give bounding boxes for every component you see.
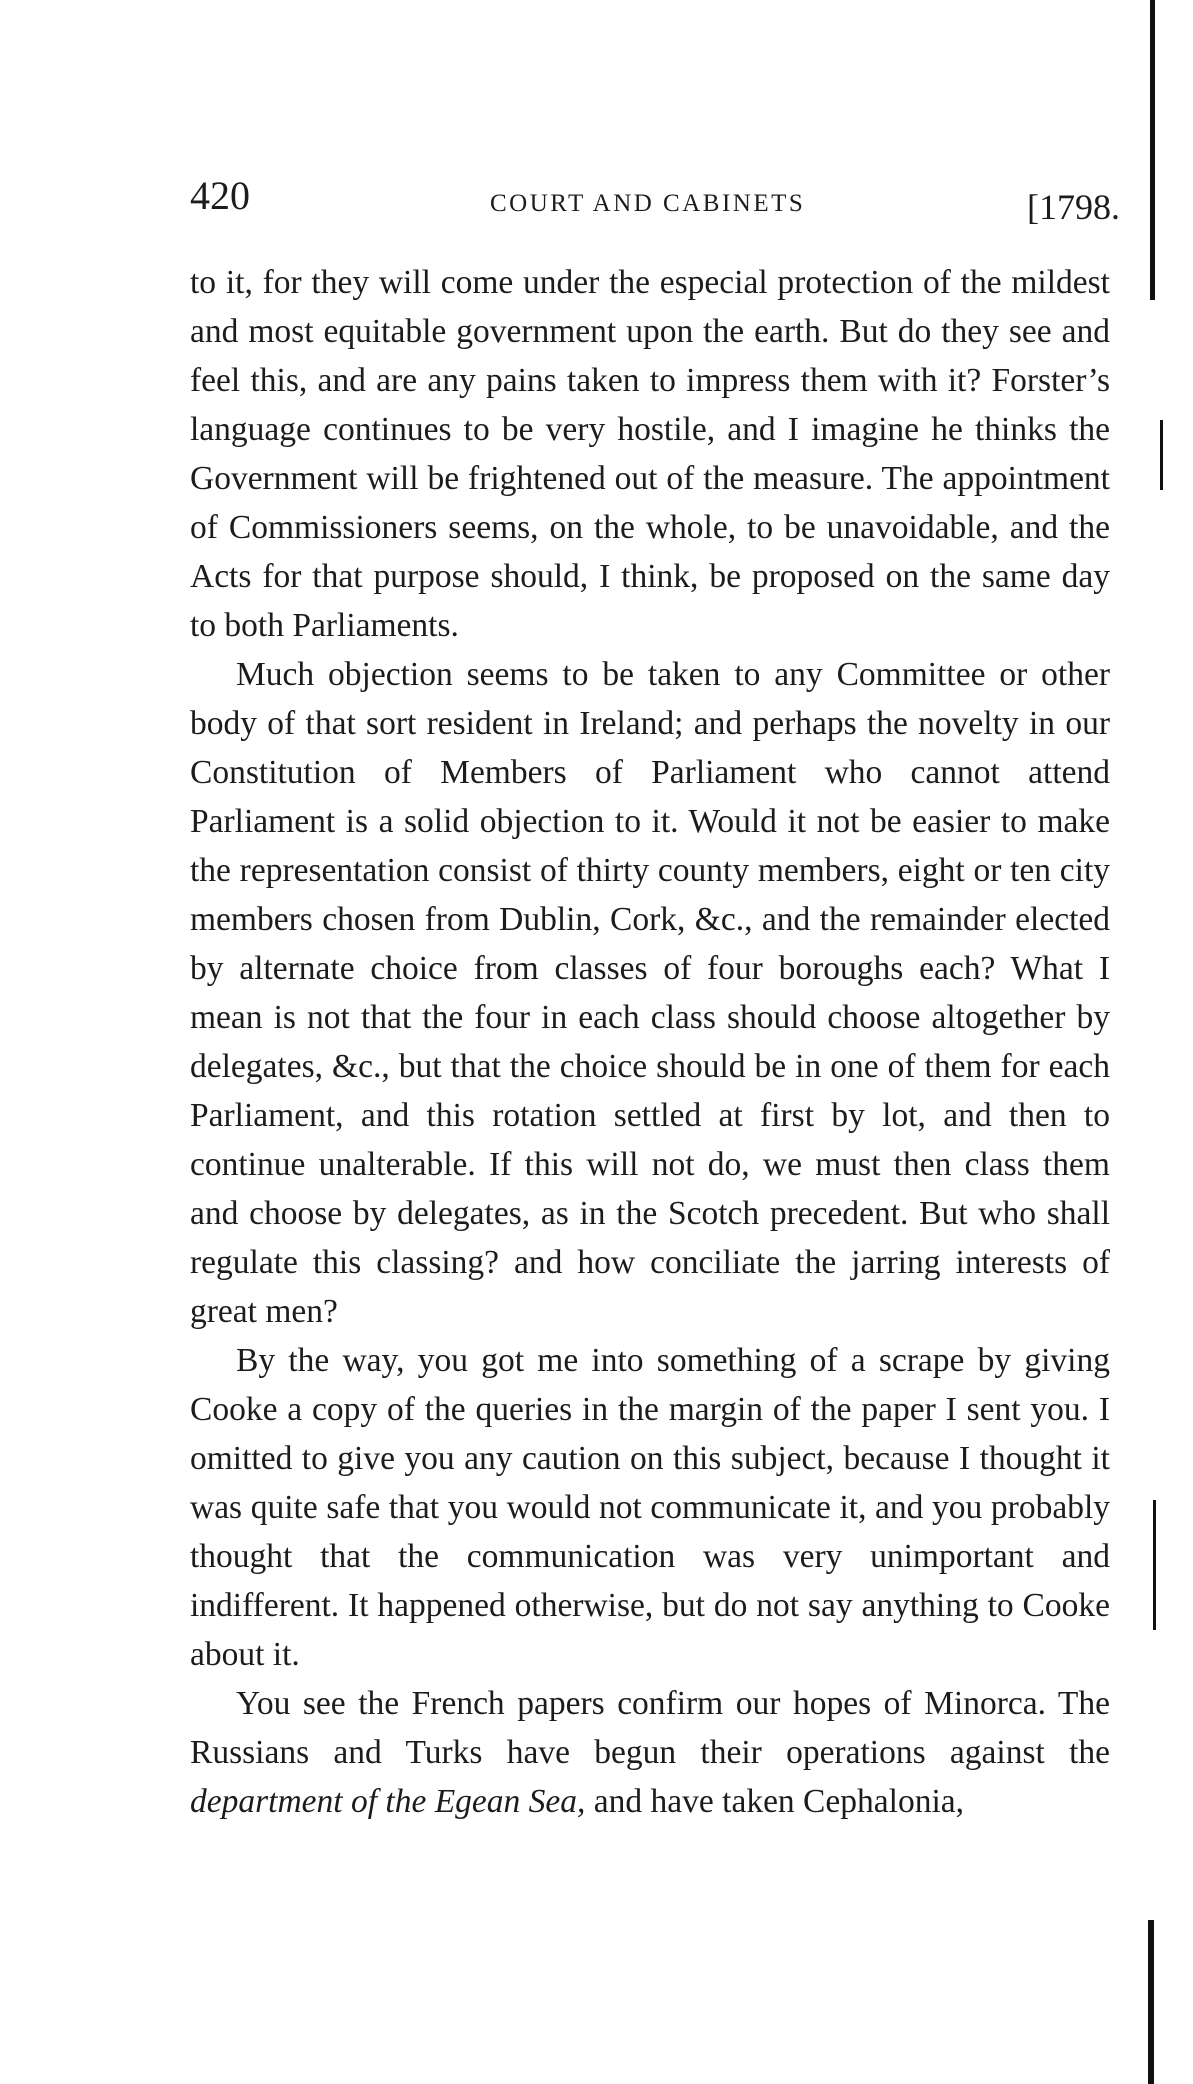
paragraph-2: Much objection seems to be taken to any Committee or other body of that sort resident in Ireland; and perhaps the novelty in our Constitution of Members of Parliament who cannot attend Parliament is a solid objection to it. Would it not be easier to make the representation consist of thirty county members, eight or ten city members chosen from Dublin, Cork, &c., and the remainder elected by alternate choice from classes of four boroughs each? What I mean is not that the four in each class should choose altogether by delegates, &c., but that the choice should be in one of them for each Parliament, and this rotation settled at first by lot, and then to continue unalterable. If this will not do, we must then class them and choose by delegates, as in the Scotch precedent. But who shall regulate this classing? and how conciliate the jarring interests of great men? (190, 656, 1110, 1330)
body-text (190, 258, 1110, 1826)
binding-edge-mark-1 (1160, 420, 1163, 490)
paragraph-4-italic: department of the Egean Sea, (190, 1783, 586, 1820)
paragraph-4-lead: You see the French papers confirm our hopes of Minorca. The Russians and Turks have begun their operations against the (190, 1685, 1110, 1771)
page-year: [1798. (1027, 187, 1120, 227)
paragraph-4-tail: and have taken Cephalonia, (585, 1783, 964, 1820)
binding-edge-lower (1148, 1920, 1154, 2084)
running-title: COURT AND CABINETS (490, 190, 806, 217)
paragraph-4 (190, 1679, 1110, 1826)
paragraph-1: to it, for they will come under the especial protection of the mildest and most equitable government upon the earth. But do they see and feel this, and are any pains taken to impress them with it? Forster’s language continues to be very hostile, and I imagine he thinks the Government will be frightened out of the measure. The appointment of Commissioners seems, on the whole, to be unavoidable, and the Acts for that purpose should, I think, be proposed on the same day to both Parliaments. (190, 264, 1110, 644)
page-number: 420 (190, 173, 250, 218)
page-header (190, 172, 1120, 232)
binding-edge-mark-2 (1153, 1500, 1156, 1630)
paragraph-3: By the way, you got me into something of a scrape by giving Cooke a copy of the queries in the margin of the paper I sent you. I omitted to give you any caution on this subject, because I thought it was quite safe that you would not communicate it, and you probably thought that the communication was very unimportant and indifferent. It happened otherwise, but do not say anything to Cooke about it. (190, 1342, 1110, 1673)
binding-edge-upper (1150, 0, 1155, 300)
